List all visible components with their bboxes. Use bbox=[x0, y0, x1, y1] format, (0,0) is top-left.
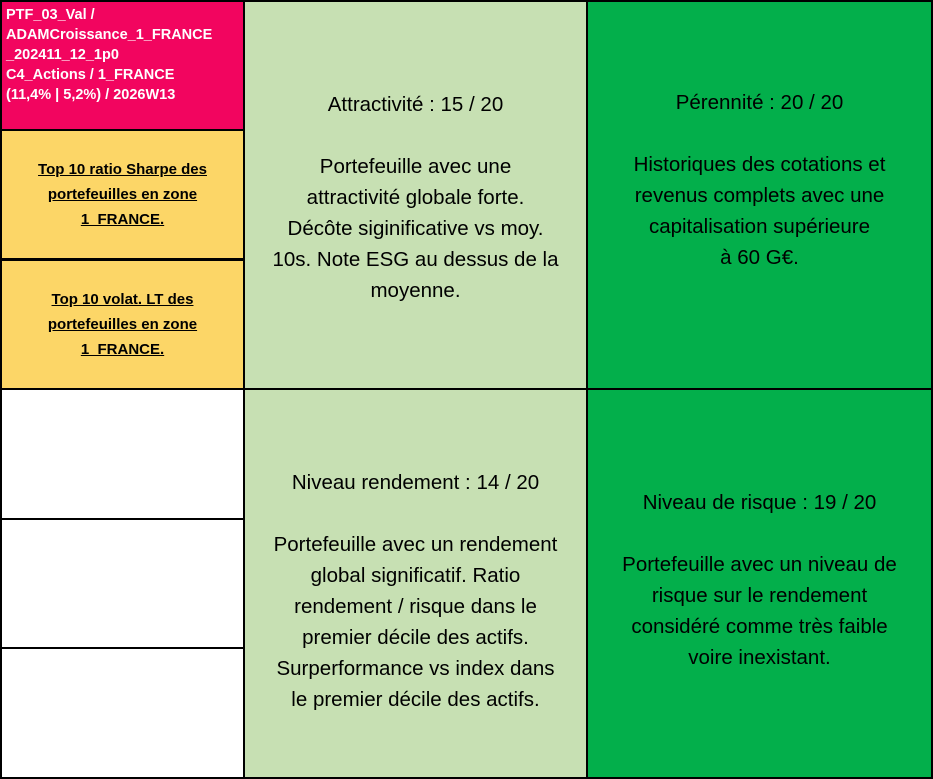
attractivite-text: Portefeuille avec une bbox=[319, 154, 512, 178]
attractivite-cell bbox=[245, 2, 586, 388]
attractivite-text: attractivité globale forte. bbox=[306, 185, 525, 209]
portfolio-id-line: C4_Actions / 1_FRANCE bbox=[6, 67, 175, 83]
rendement-text: premier décile des actifs. bbox=[302, 625, 529, 649]
perennite-heading: Pérennité : 20 / 20 bbox=[675, 91, 844, 114]
perennite-cell bbox=[588, 2, 931, 388]
top10-volat-link-line[interactable]: Top 10 volat. LT des bbox=[51, 291, 194, 308]
attractivite-heading: Attractivité : 15 / 20 bbox=[327, 92, 504, 116]
top10-sharpe-link-line[interactable]: Top 10 ratio Sharpe des bbox=[38, 161, 207, 178]
perennite-text: à 60 G€. bbox=[720, 246, 799, 269]
portfolio-id-line: (11,4% | 5,2%) / 2026W13 bbox=[6, 87, 176, 103]
perennite-text: capitalisation supérieure bbox=[648, 215, 871, 238]
rendement-text: rendement / risque dans le bbox=[294, 594, 537, 618]
portfolio-id-line: _202411_12_1p0 bbox=[6, 47, 119, 63]
risque-text: considéré comme très faible bbox=[631, 614, 888, 638]
risque-heading: Niveau de risque : 19 / 20 bbox=[642, 490, 877, 514]
portfolio-id-line: ADAMCroissance_1_FRANCE bbox=[6, 27, 213, 43]
rendement-text: global significatif. Ratio bbox=[310, 563, 521, 587]
perennite-text: Historiques des cotations et bbox=[633, 153, 886, 176]
attractivite-text: 10s. Note ESG au dessus de la bbox=[272, 247, 559, 271]
portfolio-id-line: PTF_03_Val / bbox=[6, 7, 95, 23]
risque-text: Portefeuille avec un niveau de bbox=[622, 552, 897, 576]
top10-sharpe-link-line[interactable]: 1_FRANCE. bbox=[80, 211, 165, 228]
empty-cell bbox=[2, 520, 243, 647]
top10-volat-link[interactable] bbox=[2, 261, 243, 388]
risque-cell bbox=[588, 390, 931, 777]
rendement-text: le premier décile des actifs. bbox=[291, 687, 540, 711]
top10-volat-link-line[interactable]: 1_FRANCE. bbox=[80, 341, 165, 358]
attractivite-text: moyenne. bbox=[370, 278, 461, 302]
rendement-heading: Niveau rendement : 14 / 20 bbox=[291, 470, 540, 494]
portfolio-id-cell bbox=[2, 2, 243, 129]
rendement-text: Surperformance vs index dans bbox=[276, 656, 555, 680]
empty-cell bbox=[2, 390, 243, 518]
rendement-cell bbox=[245, 390, 586, 777]
top10-sharpe-link[interactable] bbox=[2, 131, 243, 258]
top10-volat-link-line[interactable]: portefeuilles en zone bbox=[47, 316, 198, 333]
attractivite-text: Décôte siginificative vs moy. bbox=[287, 216, 544, 240]
top10-sharpe-link-line[interactable]: portefeuilles en zone bbox=[47, 186, 198, 203]
perennite-text: revenus complets avec une bbox=[634, 184, 885, 207]
empty-cell bbox=[2, 649, 243, 777]
rendement-text: Portefeuille avec un rendement bbox=[273, 532, 558, 556]
risque-text: risque sur le rendement bbox=[651, 583, 868, 607]
risque-text: voire inexistant. bbox=[688, 645, 831, 669]
